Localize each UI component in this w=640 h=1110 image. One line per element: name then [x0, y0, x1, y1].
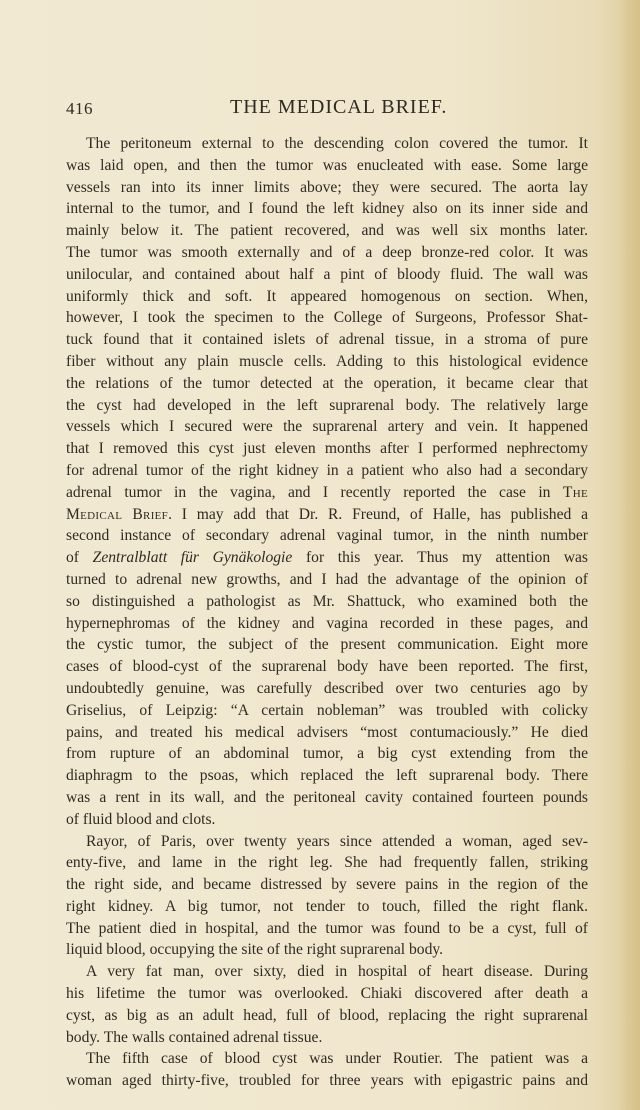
- text-line: cases of blood-cyst of the suprarenal body have been reported. The first,: [66, 658, 588, 676]
- text-line: turned to adrenal new growths, and I had the advantage of the opinion of: [66, 570, 588, 588]
- text-line: undoubtedly genuine, was carefully described over two centuries ago by: [66, 679, 588, 697]
- text-line: was a rent in its wall, and the peritoneal cavity contained fourteen pounds: [66, 788, 588, 806]
- page-header: [66, 94, 586, 124]
- text-line: his lifetime the tumor was overlooked. Chiaki discovered after death a: [66, 985, 588, 1003]
- text-line: body. The walls contained adrenal tissue.: [66, 1028, 323, 1046]
- body-text: [66, 133, 588, 1092]
- text-line: fiber without any plain muscle cells. Adding to this histological evidence: [66, 352, 588, 370]
- text-line: the relations of the tumor detected at the operation, it became clear that: [66, 374, 588, 392]
- text-line: the right side, and became distressed by severe pains in the region of the: [66, 876, 588, 894]
- text-line: second instance of secondary adrenal vaginal tumor, in the ninth number: [66, 527, 588, 545]
- text-line: liquid blood, occupying the site of the right suprarenal body.: [66, 941, 444, 959]
- text-line: cyst, as big as an adult head, full of blood, replacing the right suprarenal: [66, 1006, 588, 1024]
- text-line: A very fat man, over sixty, died in hospital of heart disease. During: [86, 963, 588, 981]
- text-line: enty-five, and lame in the right leg. She had frequently fallen, striking: [66, 854, 588, 872]
- text-line: of fluid blood and clots.: [66, 810, 216, 828]
- text-line: was laid open, and then the tumor was enucleated with ease. Some large: [66, 156, 588, 174]
- text-line: The tumor was smooth externally and of a deep bronze-red color. It was: [66, 243, 588, 261]
- text-line: hypernephromas of the kidney and vagina recorded in these pages, and: [66, 614, 588, 632]
- journal-name-small-caps: Medical Brief: [66, 505, 169, 523]
- text-line: the cyst had developed in the left suprarenal body. The relatively large: [66, 396, 588, 414]
- text-line: The patient died in hospital, and the tumor was found to be a cyst, full of: [66, 919, 588, 937]
- running-title: THE MEDICAL BRIEF.: [230, 96, 448, 118]
- text-line: vessels ran into its inner limits above; they were secured. The aorta lay: [66, 178, 588, 196]
- journal-title-italic: Zentralblatt für Gynäkologie: [92, 549, 293, 567]
- text-line: Rayor, of Paris, over twenty years since attended a woman, aged sev-: [86, 832, 588, 850]
- text-line: however, I took the specimen to the College of Surgeons, Professor Shat-: [66, 309, 588, 327]
- journal-name-small-caps: The: [562, 483, 588, 501]
- page-number: 416: [66, 99, 93, 118]
- text-line: The peritoneum external to the descending colon covered the tumor. It: [86, 135, 588, 152]
- text-line: internal to the tumor, and I found the left kidney also on its inner side and: [66, 200, 588, 218]
- text-line: tuck found that it contained islets of adrenal tissue, in a stroma of pure: [66, 331, 588, 349]
- text-line: that I removed this cyst just eleven months after I performed nephrectomy: [66, 440, 588, 458]
- text-line: for adrenal tumor of the right kidney in a patient who also had a secondary: [66, 461, 588, 479]
- text-line: uniformly thick and soft. It appeared homogenous on section. When,: [66, 287, 588, 305]
- text-line: unilocular, and contained about half a pint of bloody fluid. The wall was: [66, 265, 588, 283]
- text-line: Griselius, of Leipzig: “A certain nobleman” was troubled with colicky: [66, 701, 588, 719]
- text-line: adrenal tumor in the vagina, and I recently reported the case in The: [66, 483, 588, 501]
- text-line: of Zentralblatt für Gynäkologie for this year. Thus my attention was: [66, 549, 589, 567]
- text-line: the cystic tumor, the subject of the present communication. Eight more: [66, 636, 588, 654]
- text-line: woman aged thirty-five, troubled for three years with epigastric pains and: [66, 1072, 588, 1090]
- text-line: The fifth case of blood cyst was under Routier. The patient was a: [86, 1050, 588, 1068]
- text-line: right kidney. A big tumor, not tender to touch, filled the right flank.: [66, 897, 588, 915]
- text-line: so distinguished a pathologist as Mr. Shattuck, who examined both the: [66, 592, 588, 610]
- text-line: diaphragm to the psoas, which replaced the left suprarenal body. There: [66, 767, 588, 785]
- text-line: vessels which I secured were the suprarenal artery and vein. It happened: [66, 418, 588, 436]
- text-line: mainly below it. The patient recovered, and was well six months later.: [66, 222, 588, 240]
- text-line: pains, and treated his medical advisers “most contumaciously.” He died: [66, 723, 588, 741]
- text-line: from rupture of an abdominal tumor, a big cyst extending from the: [66, 745, 588, 763]
- page-edge-stain: [618, 0, 640, 1110]
- text-line: Medical Brief. I may add that Dr. R. Freund, of Halle, has published a: [66, 505, 588, 523]
